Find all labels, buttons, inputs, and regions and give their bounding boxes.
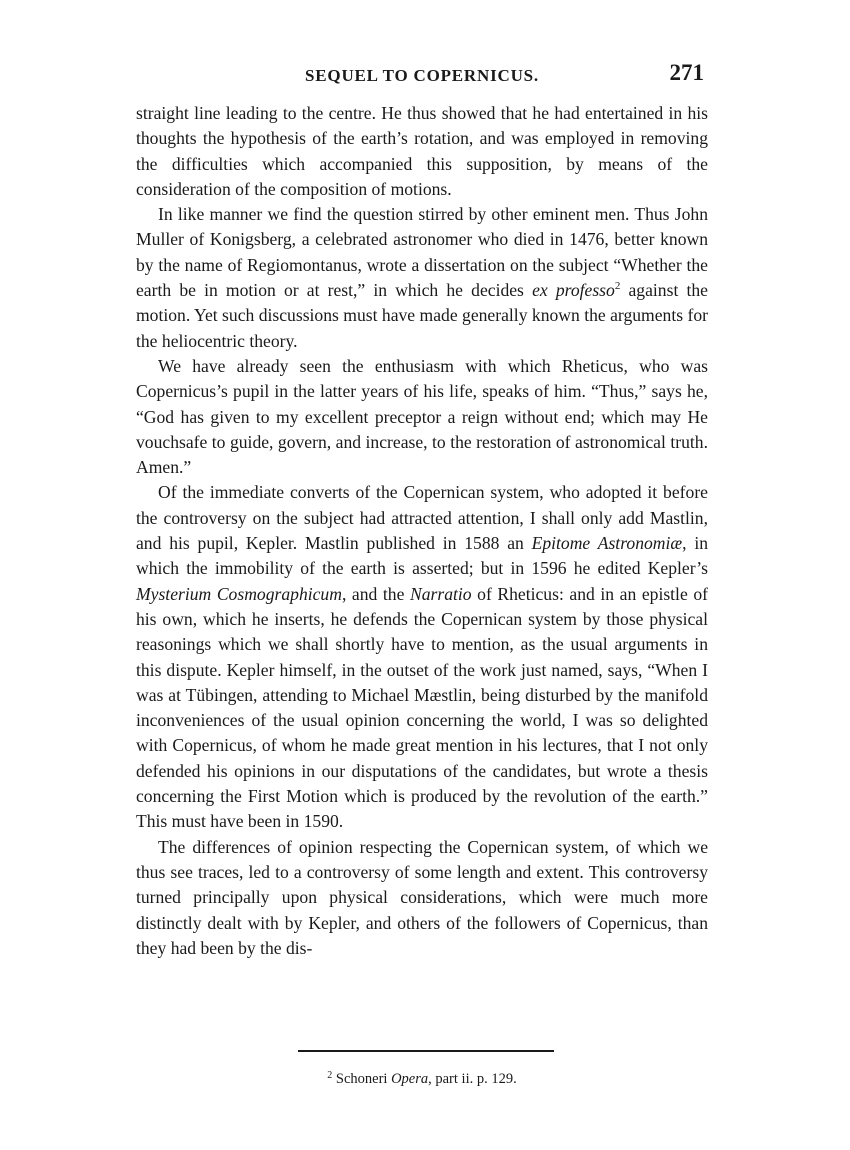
- paragraph-text: , and the: [341, 583, 410, 604]
- paragraph-text: straight line leading to the centre. He thus showed that he had entertained in his thoughts the hypothesis of the earth’s rotation, and was employed in removing the difficulties which accompanied this supposition, by means of the consideration of the composition of motions.: [136, 103, 708, 199]
- paragraph-mastlin-kepler: [136, 480, 708, 834]
- paragraph-text: Of the immediate converts of the Copernican system, who adopted it before the controversy on the subject had attracted attention, I shall only add Mastlin, and his pupil, Kepler. Mastlin published in 1588 an: [136, 482, 708, 554]
- footnote-text: , part ii. p. 129.: [428, 1071, 517, 1087]
- footnote: [136, 1071, 708, 1088]
- paragraph-text: We have already seen the enthusiasm with which Rheticus, who was Copernicus’s pupil in the latter years of his life, speaks of him. “Thus,” says he, “God has given to my excellent preceptor a reign without end; which may He vouchsafe to guide, govern, and increase, to the restoration of astronomical truth. Amen.”: [136, 355, 708, 478]
- italic-title: Mysterium Cosmographicum: [136, 583, 342, 604]
- paragraph-text: of Rheticus: and in an epistle of his own, which he inserts, he defends the Copernican system by those physical reasonings which we shall shortly have to mention, as the usual arguments in this dispute. Kepler himself, in the outset of the work just named, says, “When I was at Tübingen, attending to Michael Mæstlin, being disturbed by the manifold inconveniences of the usual opinion concerning the world, I was so delighted with Copernicus, of whom he made great mention in his lectures, that I not only defended his opinions in our disputations of the candidates, but wrote a thesis concerning the First Motion which is produced by the revolution of the earth.” This must have been in 1590.: [136, 583, 708, 832]
- paragraph-rheticus: [136, 354, 708, 480]
- page-number: 271: [669, 60, 704, 85]
- footnote-italic: Opera: [391, 1071, 429, 1087]
- italic-phrase: ex professo: [532, 280, 615, 301]
- paragraph-continuation: [136, 101, 708, 202]
- paragraph-text: against the motion. Yet such discussions must have made generally known the arguments for the heliocentric theory.: [136, 280, 708, 351]
- footnote-reference: 2: [614, 280, 621, 293]
- footnote-text: Schoneri: [332, 1071, 392, 1087]
- footnote-marker: 2: [327, 1070, 333, 1081]
- running-title: SEQUEL TO COPERNICUS.: [305, 66, 539, 85]
- running-head: [136, 60, 708, 88]
- paragraph-text: In like manner we find the question stirred by other eminent men. Thus John Muller of Konigsberg, a celebrated astronomer who died in 1476, better known by the name of Regiomontanus, wrote a dissertation on the subject “Whether the earth be in motion or at rest,” in which he decides: [136, 204, 708, 301]
- italic-title: Narratio: [409, 583, 472, 604]
- paragraph-text: The differences of opinion respecting the Copernican system, of which we thus see traces, led to a controversy of some length and extent. This controversy turned principally upon physical considerations, which were much more distinctly dealt with by Kepler, and others of the followers of Copernicus, than they had been by the dis-: [136, 836, 708, 958]
- footnote-rule: [298, 1050, 554, 1052]
- body-text: [136, 101, 708, 961]
- paragraph-text: , in which the immobility of the earth is asserted; but in 1596 he edited Kepler’s: [136, 533, 709, 579]
- paragraph-controversy: [136, 835, 708, 961]
- paragraph-regiomontanus: [136, 202, 708, 354]
- italic-title: Epitome Astronomiæ: [531, 533, 683, 554]
